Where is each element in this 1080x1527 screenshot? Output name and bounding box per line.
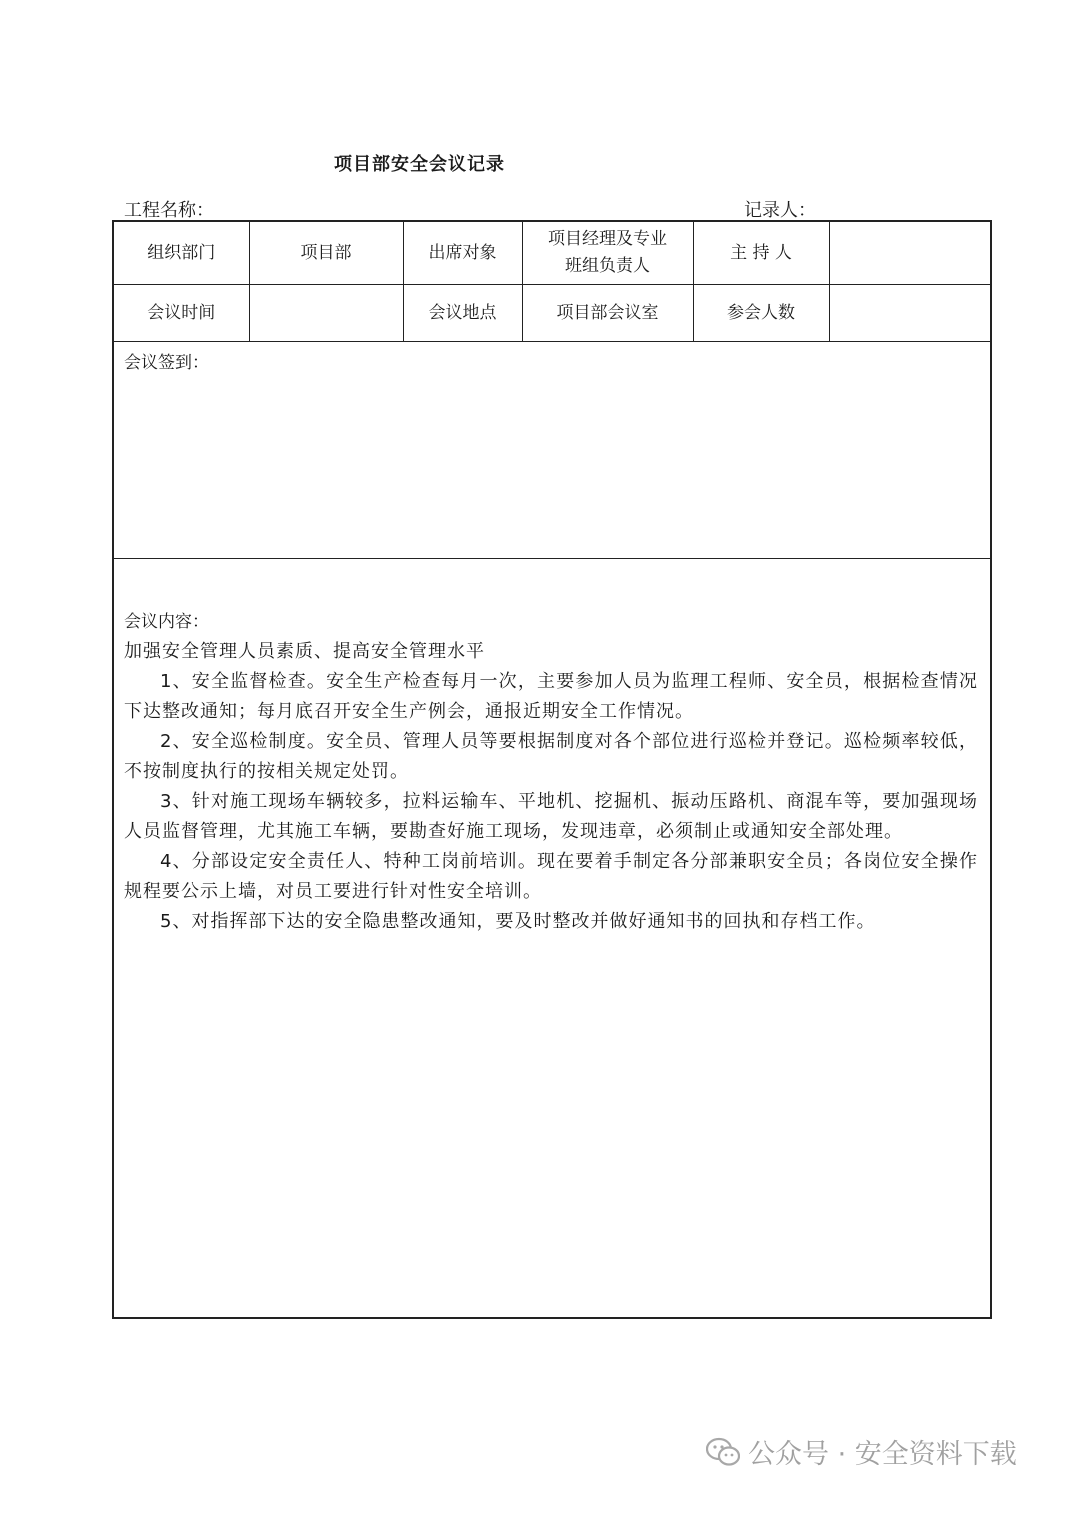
content-item: 1、安全监督检查。安全生产检查每月一次，主要参加人员为监理工程师、安全员，根据检查情况下达整改通知；每月底召开安全生产例会，通报近期安全工作情况。 [124,671,978,722]
content-item: 4、分部设定安全责任人、特种工岗前培训。现在要着手制定各分部兼职安全员；各岗位安全操作规程要公示上墙，对员工要进行针对性安全培训。 [124,851,978,902]
meeting-time-value [249,285,403,342]
table-row [113,342,991,559]
host-value [829,221,991,285]
project-name-label: 工程名称： [124,200,214,221]
watermark-text: 公众号 · 安全资料下载 [748,1439,1017,1470]
table-row [113,221,991,285]
watermark [706,1432,1017,1471]
attendees-value-line1: 项目经理及专业 [548,229,667,249]
signin-label: 会议签到： [124,353,209,373]
table-row [113,285,991,342]
table-row [113,559,991,1319]
attendees-label: 出席对象 [403,221,522,285]
signin-cell [113,342,991,559]
document-title: 项目部安全会议记录 [334,154,505,175]
org-dept-value: 项目部 [249,221,403,285]
meeting-location-value: 项目部会议室 [522,285,693,342]
content-label: 会议内容： [124,612,209,632]
meeting-time-label: 会议时间 [113,285,249,342]
meeting-content [114,559,990,937]
attendee-count-value [829,285,991,342]
meeting-content-cell [113,559,991,1319]
content-heading: 加强安全管理人员素质、提高安全管理水平 [124,641,485,662]
content-item: 2、安全巡检制度。安全员、管理人员等要根据制度对各个部位进行巡检并登记。巡检频率较低，不按制度执行的按相关规定处罚。 [124,731,978,782]
attendee-count-label: 参会人数 [693,285,829,342]
host-label: 主 持 人 [693,221,829,285]
recorder-label: 记录人： [744,200,816,221]
content-item: 5、对指挥部下达的安全隐患整改通知，要及时整改并做好通知书的回执和存档工作。 [160,911,876,932]
attendees-value-line2: 班组负责人 [565,256,650,276]
meeting-record-table [112,220,992,1319]
meeting-location-label: 会议地点 [403,285,522,342]
wechat-icon [706,1437,740,1467]
org-dept-label: 组织部门 [113,221,249,285]
content-item: 3、针对施工现场车辆较多，拉料运输车、平地机、挖掘机、振动压路机、商混车等，要加强现场人员监督管理，尤其施工车辆，要勘查好施工现场，发现违章，必须制止或通知安全部处理。 [124,791,978,842]
attendees-value [522,221,693,285]
